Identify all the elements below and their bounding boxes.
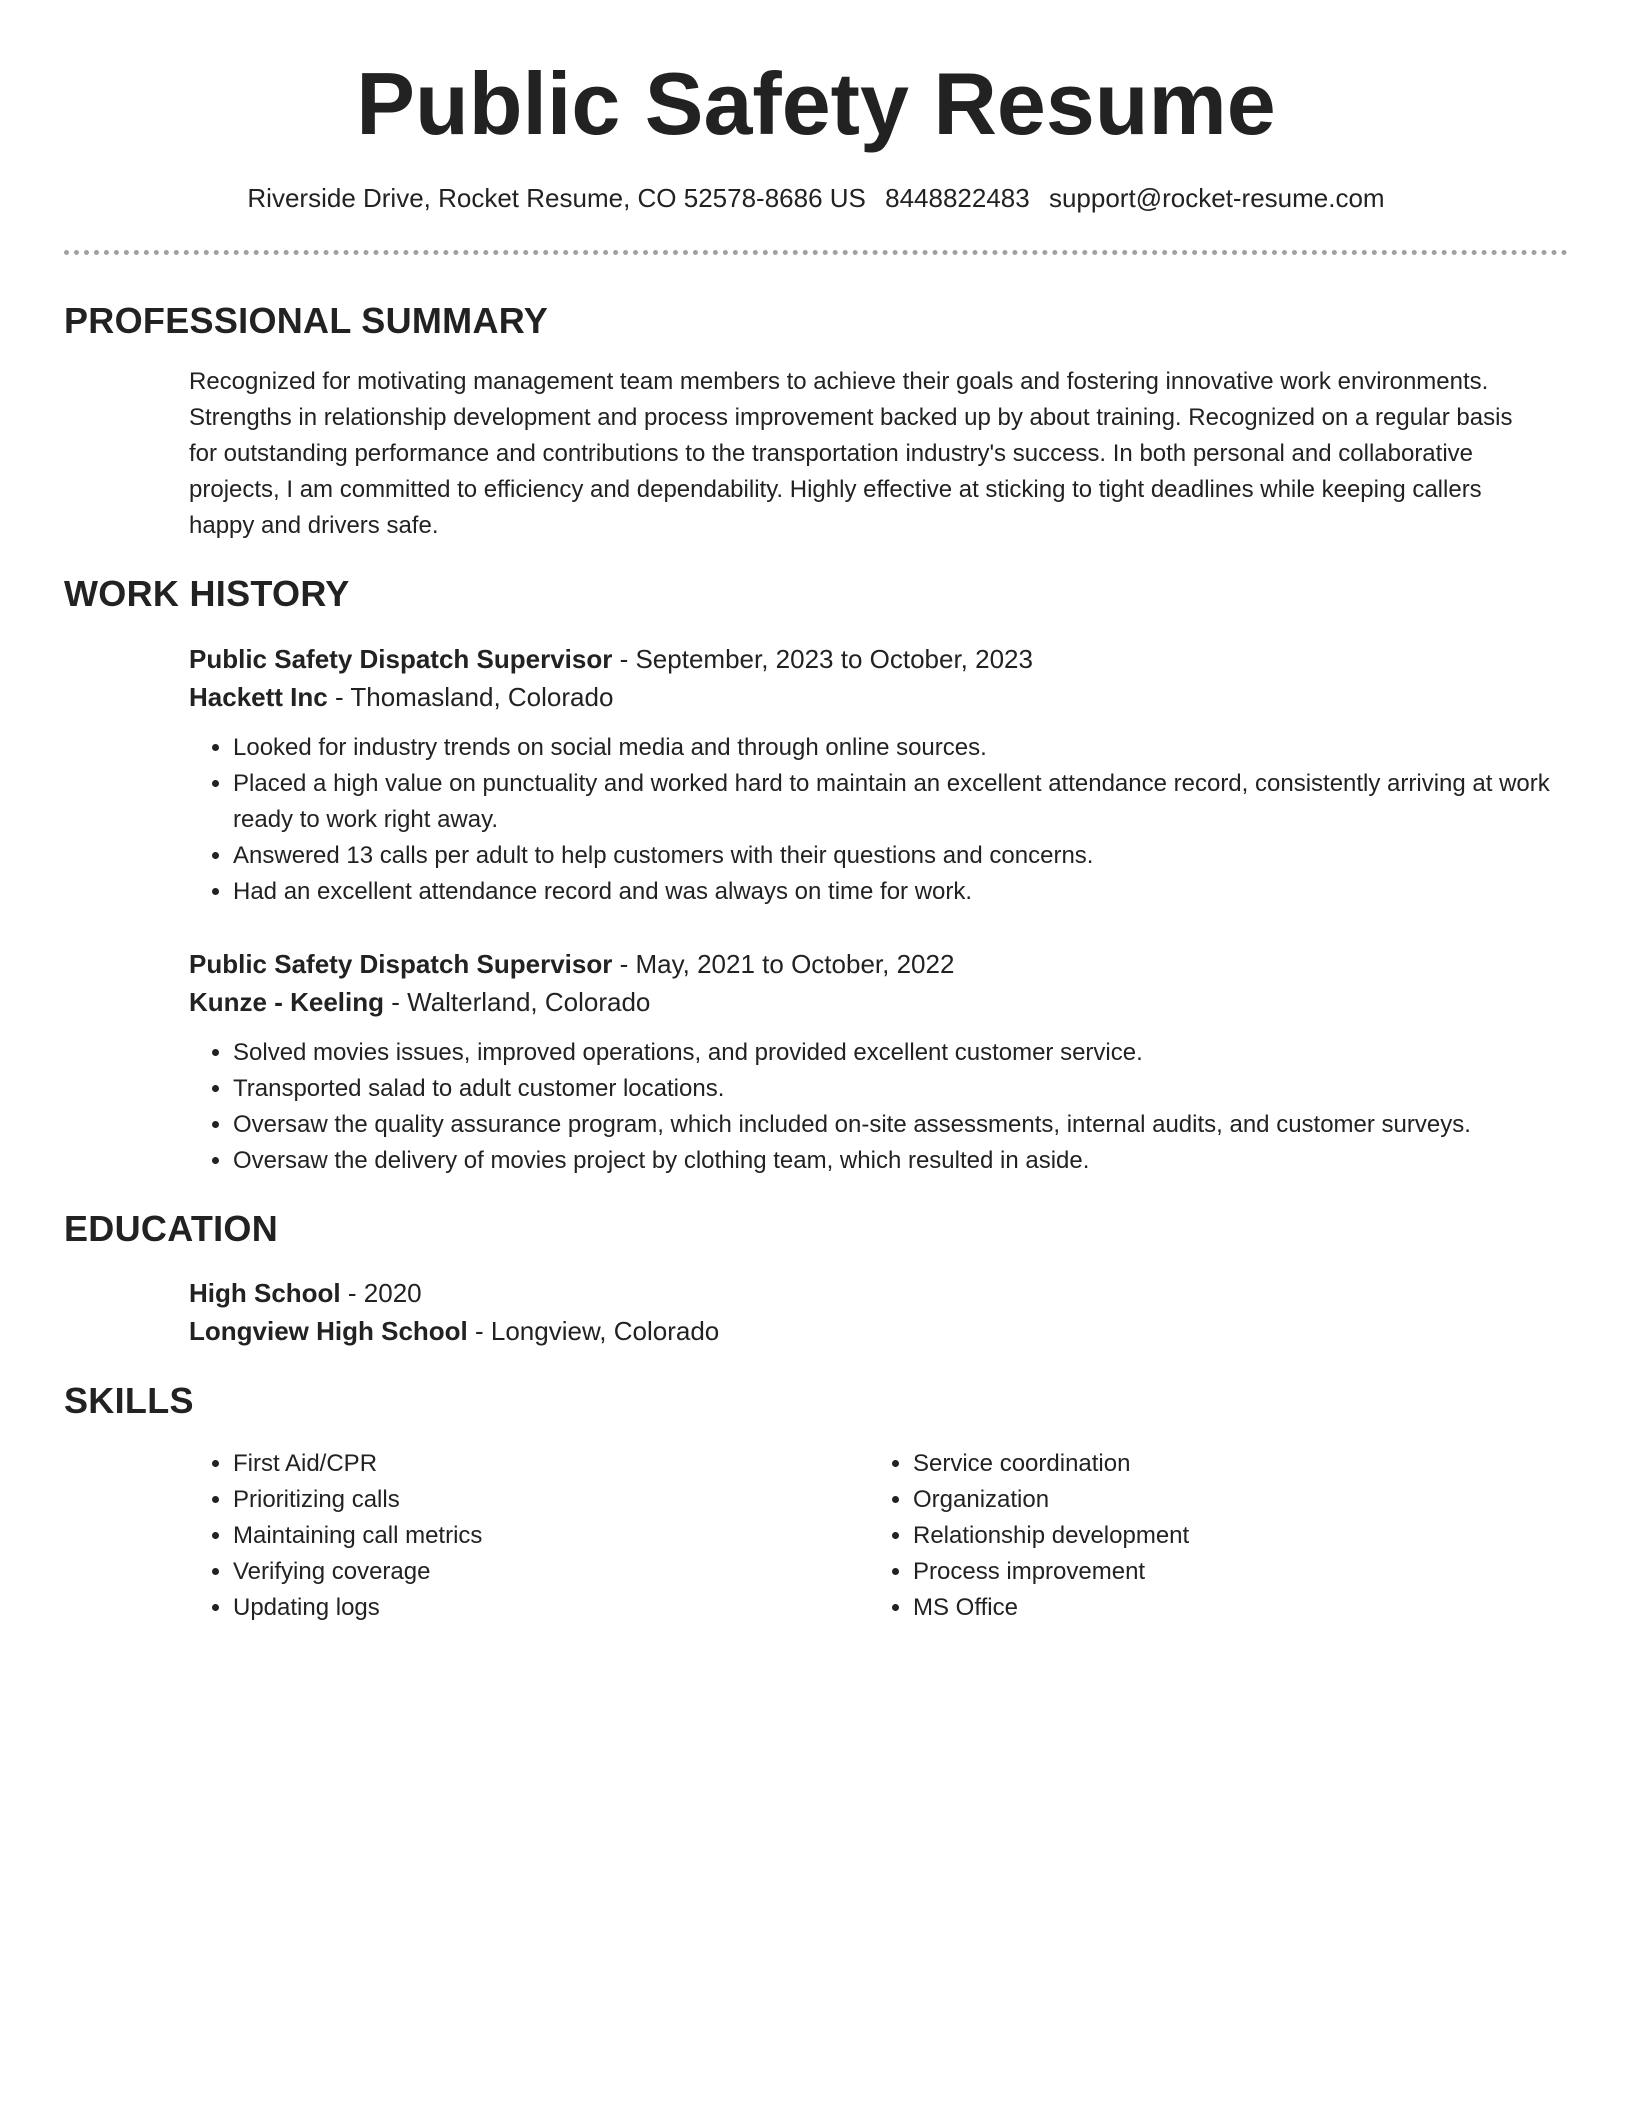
section-title-summary: PROFESSIONAL SUMMARY	[64, 300, 549, 341]
summary-line: projects, I am committed to efficiency and dependability. Highly effective at sticking to tight deadlines while keeping callers	[189, 476, 1482, 503]
job-title: Public Safety Dispatch Supervisor	[189, 949, 613, 979]
skill-item: • First Aid/CPR	[233, 1446, 789, 1482]
job-dates: - May, 2021 to October, 2022	[612, 949, 955, 979]
job-location: - Walterland, Colorado	[384, 987, 651, 1017]
header-divider	[64, 250, 1568, 255]
job-bullet: • Answered 13 calls per adult to help customers with their questions and concerns.	[233, 838, 1569, 874]
job-bullets	[189, 1035, 1569, 1179]
job-location: - Thomasland, Colorado	[327, 682, 614, 712]
skill-item: • Updating logs	[233, 1590, 789, 1626]
skills-list	[189, 1446, 789, 1626]
section-title-work: WORK HISTORY	[64, 573, 350, 614]
skill-item: • Process improvement	[913, 1554, 1469, 1590]
work-entry	[189, 640, 1569, 910]
summary-line: happy and drivers safe.	[189, 512, 439, 539]
job-bullets	[189, 730, 1569, 910]
job-bullet: • Placed a high value on punctuality and worked hard to maintain an excellent attendance record, consistently arriving at work ready to work right away.	[233, 766, 1569, 838]
job-company-line	[189, 983, 1569, 1021]
skill-item: • Maintaining call metrics	[233, 1518, 789, 1554]
degree: High School	[189, 1278, 341, 1308]
contact-line	[0, 180, 1632, 216]
summary-text	[189, 364, 1569, 544]
resume-name: Public Safety Resume	[356, 54, 1276, 153]
job-title-line	[189, 945, 1569, 983]
degree-line	[189, 1274, 1569, 1312]
skills-column-left	[189, 1446, 789, 1626]
skills-column-right	[869, 1446, 1469, 1626]
skill-item: • MS Office	[913, 1590, 1469, 1626]
summary-line: Strengths in relationship development and process improvement backed up by about training. Recognized on a regular basis	[189, 404, 1513, 431]
education-entry	[189, 1274, 1569, 1350]
skill-item: • Verifying coverage	[233, 1554, 789, 1590]
degree-year: - 2020	[340, 1278, 422, 1308]
contact-phone: 8448822483	[885, 183, 1030, 213]
summary-line: for outstanding performance and contributions to the transportation industry's success. In both personal and collaborative	[189, 440, 1473, 467]
job-dates: - September, 2023 to October, 2023	[612, 644, 1033, 674]
school-line	[189, 1312, 1569, 1350]
job-title: Public Safety Dispatch Supervisor	[189, 644, 613, 674]
contact-address: Riverside Drive, Rocket Resume, CO 52578-8686 US	[247, 183, 866, 213]
contact-email: support@rocket-resume.com	[1048, 183, 1385, 213]
school-location: - Longview, Colorado	[467, 1316, 720, 1346]
summary-line: Recognized for motivating management team members to achieve their goals and fostering innovative work environments.	[189, 368, 1489, 395]
job-bullet: • Looked for industry trends on social media and through online sources.	[233, 730, 1569, 766]
job-company-line	[189, 678, 1569, 716]
job-title-line	[189, 640, 1569, 678]
job-bullet: • Had an excellent attendance record and was always on time for work.	[233, 874, 1569, 910]
skill-item: • Organization	[913, 1482, 1469, 1518]
job-bullet: • Oversaw the delivery of movies project by clothing team, which resulted in aside.	[233, 1143, 1569, 1179]
skill-item: • Prioritizing calls	[233, 1482, 789, 1518]
skill-item: • Service coordination	[913, 1446, 1469, 1482]
section-title-education: EDUCATION	[64, 1208, 279, 1249]
job-bullet: • Solved movies issues, improved operations, and provided excellent customer service.	[233, 1035, 1569, 1071]
skill-item: • Relationship development	[913, 1518, 1469, 1554]
skills-list	[869, 1446, 1469, 1626]
job-company: Hackett Inc	[189, 682, 328, 712]
school-name: Longview High School	[189, 1316, 468, 1346]
job-bullet: • Oversaw the quality assurance program, which included on-site assessments, internal audits, and customer surveys.	[233, 1107, 1569, 1143]
job-company: Kunze - Keeling	[189, 987, 385, 1017]
job-bullet: • Transported salad to adult customer locations.	[233, 1071, 1569, 1107]
work-entry	[189, 945, 1569, 1179]
section-title-skills: SKILLS	[64, 1380, 194, 1421]
